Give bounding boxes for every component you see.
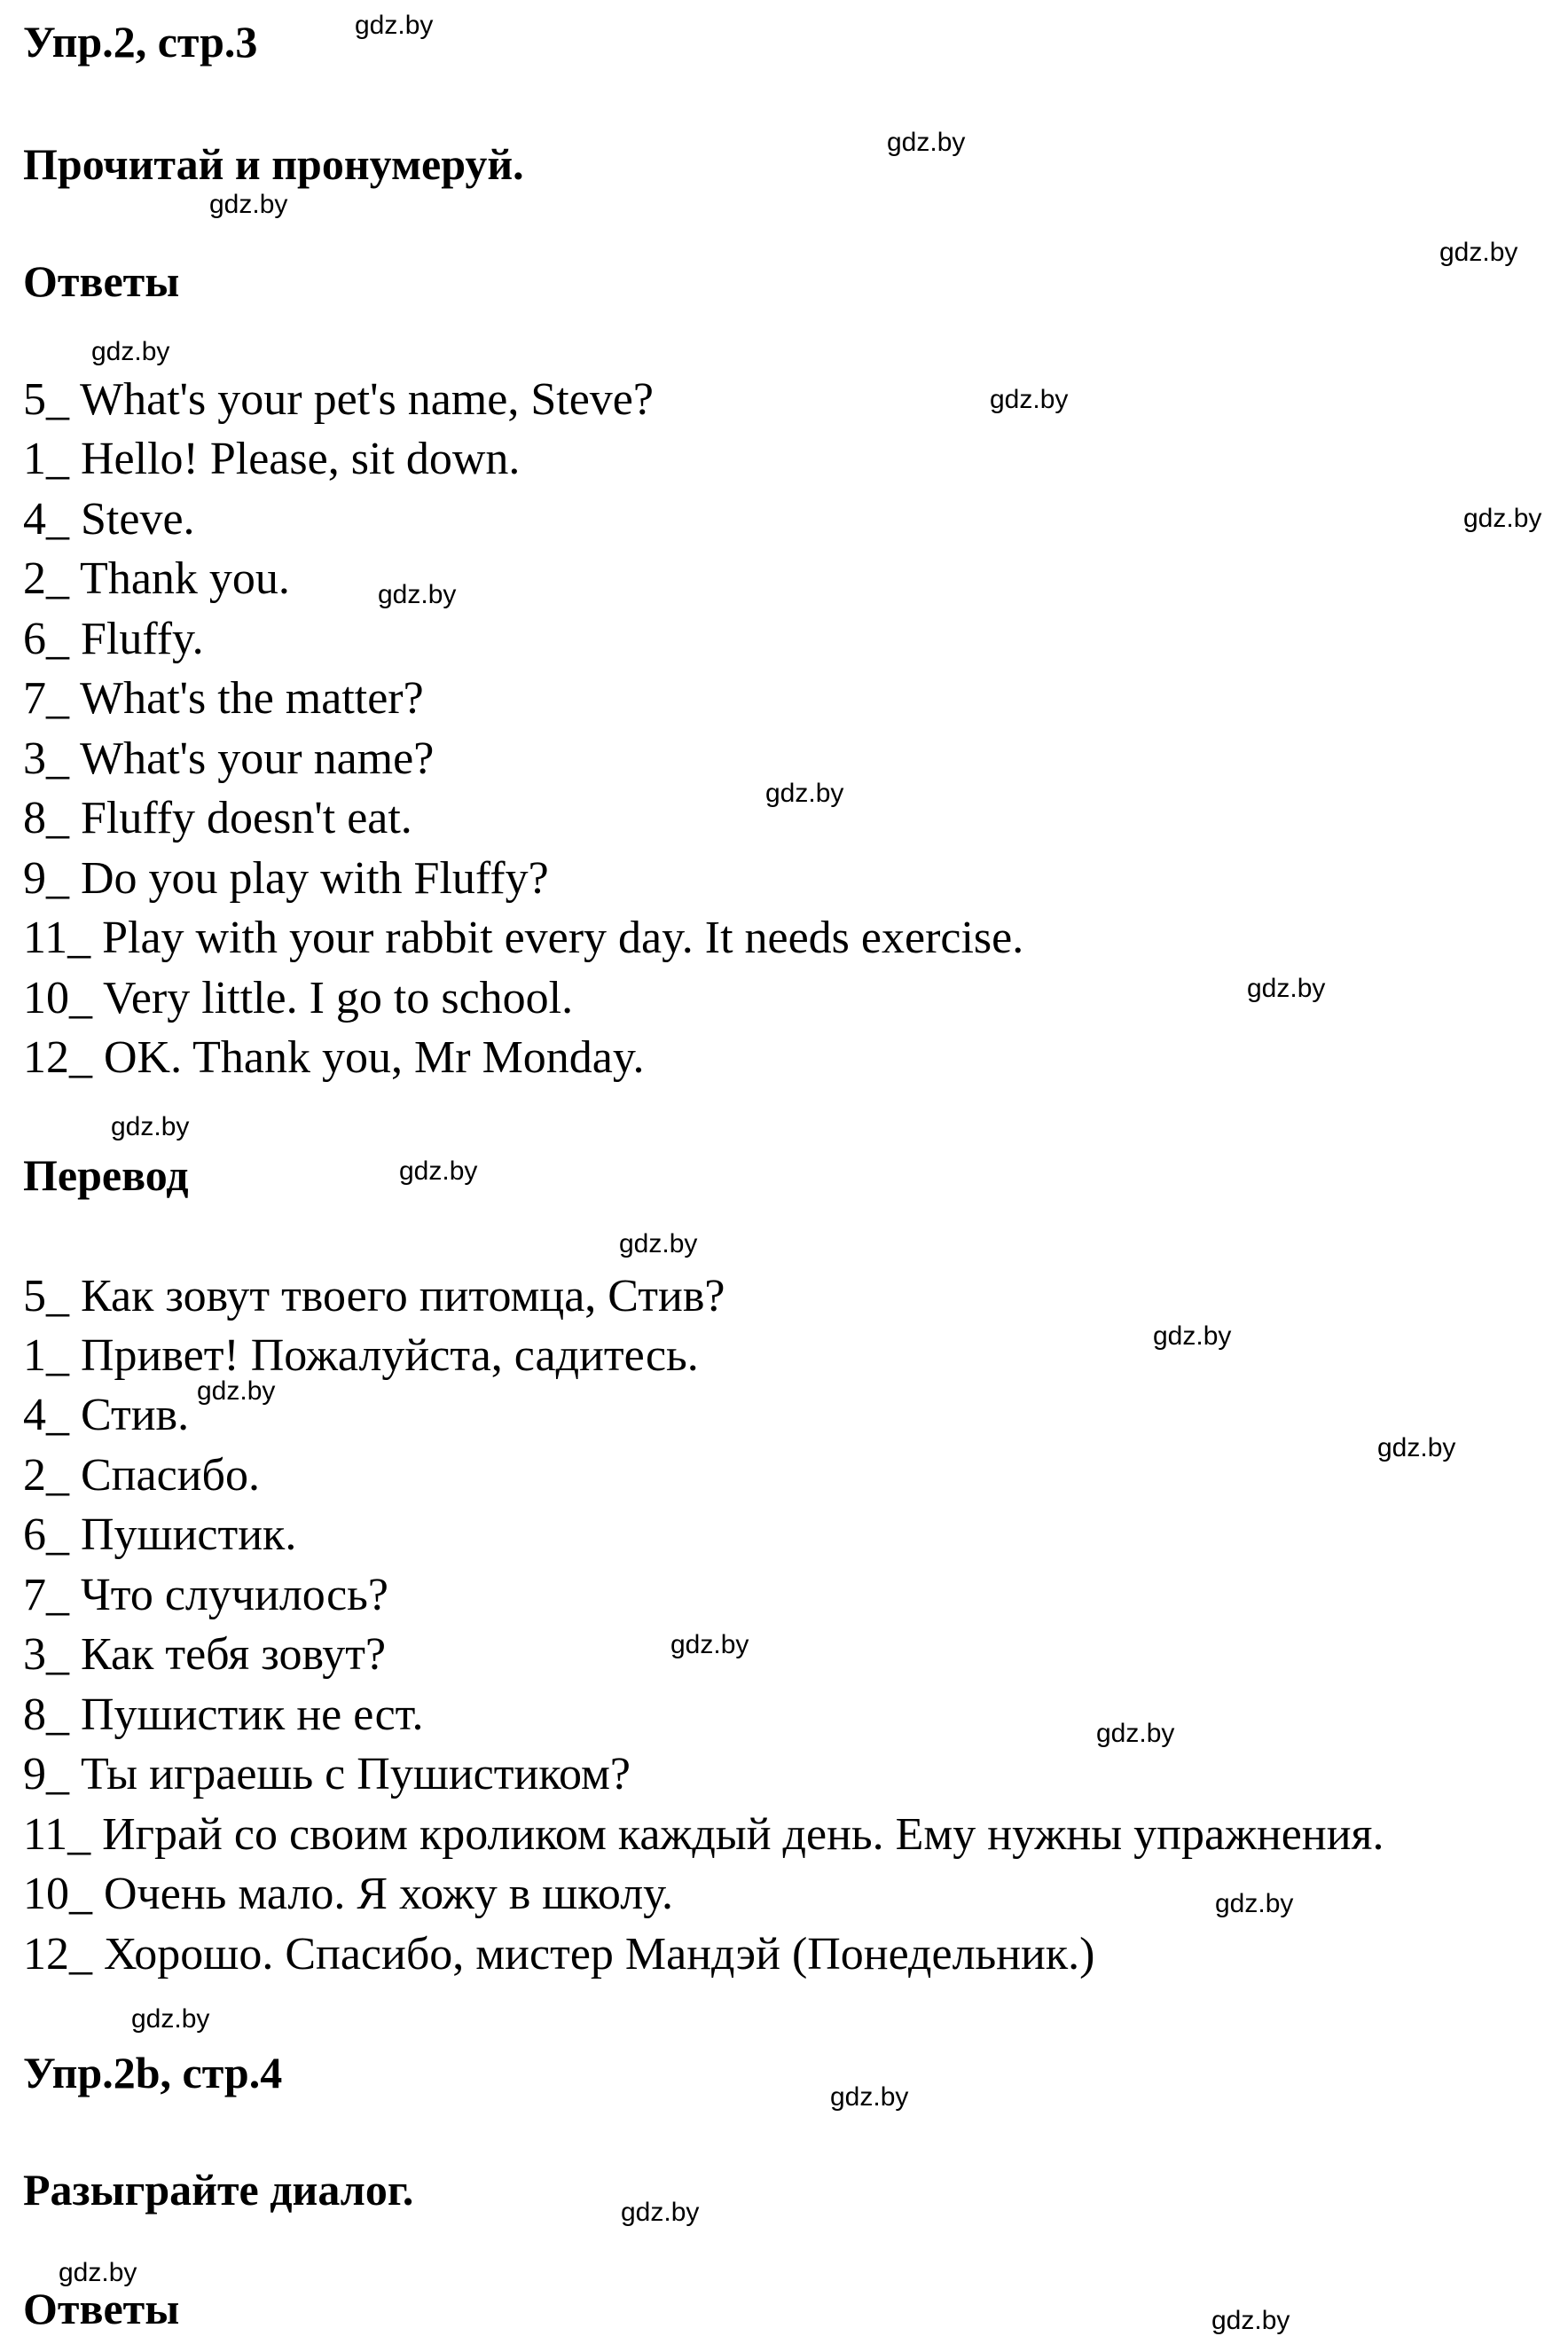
watermark: gdz.by — [91, 337, 170, 366]
watermark: gdz.by — [1463, 504, 1542, 533]
exercise-title-2b: Упр.2b, стр.4 — [23, 2048, 283, 2097]
watermark: gdz.by — [670, 1630, 749, 1659]
watermark: gdz.by — [1377, 1433, 1456, 1462]
translation-line: 5_ Как зовут твоего питомца, Стив? — [23, 1271, 725, 1321]
watermark: gdz.by — [1096, 1719, 1175, 1748]
translation-line: 6_ Пушистик. — [23, 1509, 297, 1560]
translation-heading: Перевод — [23, 1150, 189, 1200]
task-instruction-2b: Разыграйте диалог. — [23, 2165, 414, 2215]
answer-line: 12_ OK. Thank you, Mr Monday. — [23, 1032, 645, 1083]
watermark: gdz.by — [621, 2198, 700, 2227]
watermark: gdz.by — [209, 190, 288, 219]
watermark: gdz.by — [131, 2004, 210, 2034]
translation-line: 10_ Очень мало. Я хожу в школу. — [23, 1869, 673, 1919]
watermark: gdz.by — [59, 2258, 137, 2287]
watermark: gdz.by — [830, 2082, 909, 2112]
task-instruction: Прочитай и пронумеруй. — [23, 139, 524, 189]
translation-line: 2_ Спасибо. — [23, 1450, 260, 1501]
answer-line: 4_ Steve. — [23, 494, 195, 545]
translation-line: 3_ Как тебя зовут? — [23, 1629, 387, 1680]
answer-line: 10_ Very little. I go to school. — [23, 973, 574, 1023]
watermark: gdz.by — [887, 128, 966, 157]
answer-line: 7_ What's the matter? — [23, 673, 424, 724]
watermark: gdz.by — [1439, 238, 1518, 267]
answer-line: 5_ What's your pet's name, Steve? — [23, 374, 654, 425]
answers-heading-2b: Ответы — [23, 2284, 180, 2333]
watermark: gdz.by — [378, 580, 457, 609]
watermark: gdz.by — [1211, 2306, 1290, 2335]
translation-line: 11_ Играй со своим кроликом каждый день. Ему нужны упражнения. — [23, 1809, 1384, 1860]
watermark: gdz.by — [619, 1229, 698, 1258]
translation-line: 8_ Пушистик не ест. — [23, 1689, 424, 1740]
watermark: gdz.by — [1247, 974, 1326, 1003]
translation-line: 4_ Стив. — [23, 1390, 190, 1440]
answer-line: 2_ Thank you. — [23, 553, 290, 604]
watermark: gdz.by — [399, 1156, 478, 1186]
answer-line: 9_ Do you play with Fluffy? — [23, 853, 549, 904]
translation-line: 1_ Привет! Пожалуйста, садитесь. — [23, 1330, 699, 1381]
watermark: gdz.by — [1153, 1321, 1232, 1351]
answer-line: 8_ Fluffy doesn't eat. — [23, 793, 412, 843]
watermark: gdz.by — [1215, 1889, 1294, 1918]
answer-line: 11_ Play with your rabbit every day. It needs exercise. — [23, 913, 1024, 963]
answer-line: 1_ Hello! Please, sit down. — [23, 434, 521, 484]
answer-line: 3_ What's your name? — [23, 733, 435, 784]
exercise-title: Упр.2, стр.3 — [23, 17, 258, 67]
watermark: gdz.by — [990, 385, 1069, 414]
watermark: gdz.by — [111, 1112, 190, 1141]
watermark: gdz.by — [355, 11, 434, 40]
answers-heading: Ответы — [23, 256, 180, 306]
translation-line: 12_ Хорошо. Спасибо, мистер Мандэй (Понедельник.) — [23, 1929, 1095, 1979]
watermark: gdz.by — [197, 1376, 276, 1406]
watermark: gdz.by — [765, 779, 844, 808]
translation-line: 7_ Что случилось? — [23, 1570, 388, 1620]
answer-line: 6_ Fluffy. — [23, 614, 204, 664]
translation-line: 9_ Ты играешь с Пушистиком? — [23, 1749, 631, 1799]
